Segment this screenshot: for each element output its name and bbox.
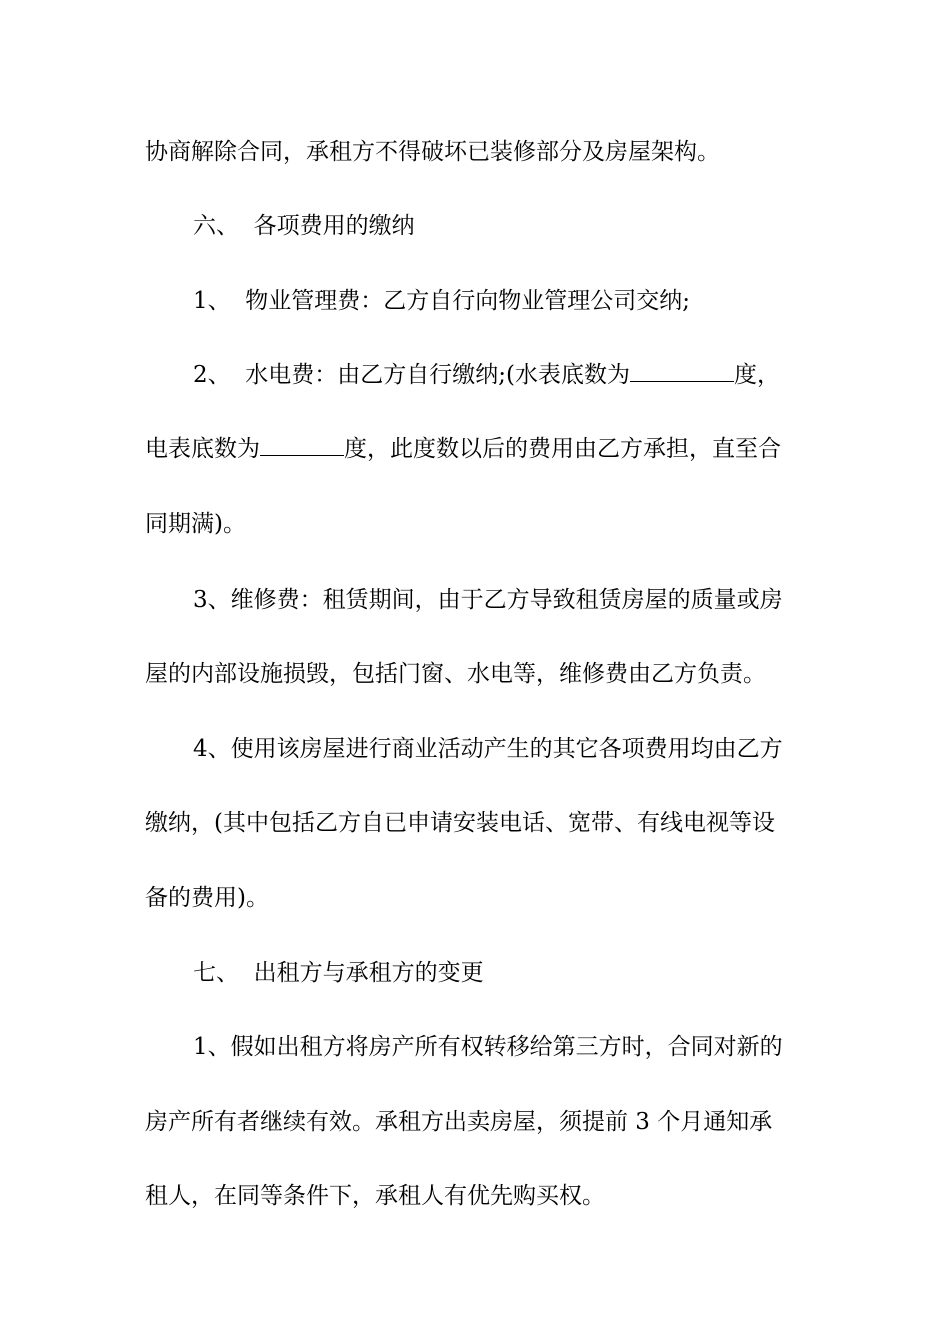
section-heading-seven: 七、 出租方与承租方的变更 bbox=[193, 960, 484, 986]
other-fees-cont-1: 缴纳，(其中包括乙方自已申请安装电话、宽带、有线电视等设 bbox=[145, 810, 775, 836]
paragraph-line-1: 协商解除合同，承租方不得破坏已装修部分及房屋架构。 bbox=[145, 139, 720, 165]
utility-fee-text: 2、 水电费：由乙方自行缴纳;(水表底数为 bbox=[193, 362, 630, 388]
other-fees-cont-2: 备的费用)。 bbox=[145, 885, 269, 911]
ownership-transfer-cont-2: 租人，在同等条件下，承租人有优先购买权。 bbox=[145, 1183, 605, 1209]
section-heading-six: 六、 各项费用的缴纳 bbox=[193, 213, 415, 239]
water-unit-text: 度， bbox=[733, 362, 780, 388]
electric-meter-text: 电表底数为 bbox=[145, 436, 260, 462]
electric-meter-line bbox=[145, 429, 781, 469]
maintenance-fee-cont: 屋的内部设施损毁，包括门窗、水电等，维修费由乙方负责。 bbox=[145, 661, 766, 687]
water-meter-blank bbox=[630, 359, 734, 382]
item-other-fees: 4、使用该房屋进行商业活动产生的其它各项费用均由乙方 bbox=[193, 736, 783, 762]
item-utility-fee bbox=[193, 355, 780, 395]
ownership-transfer-cont-1: 房产所有者继续有效。承租方出卖房屋，须提前 3 个月通知承 bbox=[145, 1109, 773, 1135]
electric-meter-rest: 度，此度数以后的费用由乙方承担，直至合 bbox=[344, 436, 781, 462]
paragraph-line-contract-end: 同期满)。 bbox=[145, 511, 246, 537]
item-property-fee: 1、 物业管理费：乙方自行向物业管理公司交纳; bbox=[193, 288, 691, 314]
item-maintenance-fee: 3、维修费：租赁期间，由于乙方导致租赁房屋的质量或房 bbox=[193, 587, 783, 613]
item-ownership-transfer: 1、假如出租方将房产所有权转移给第三方时，合同对新的 bbox=[193, 1034, 783, 1060]
electric-meter-blank bbox=[260, 433, 344, 456]
